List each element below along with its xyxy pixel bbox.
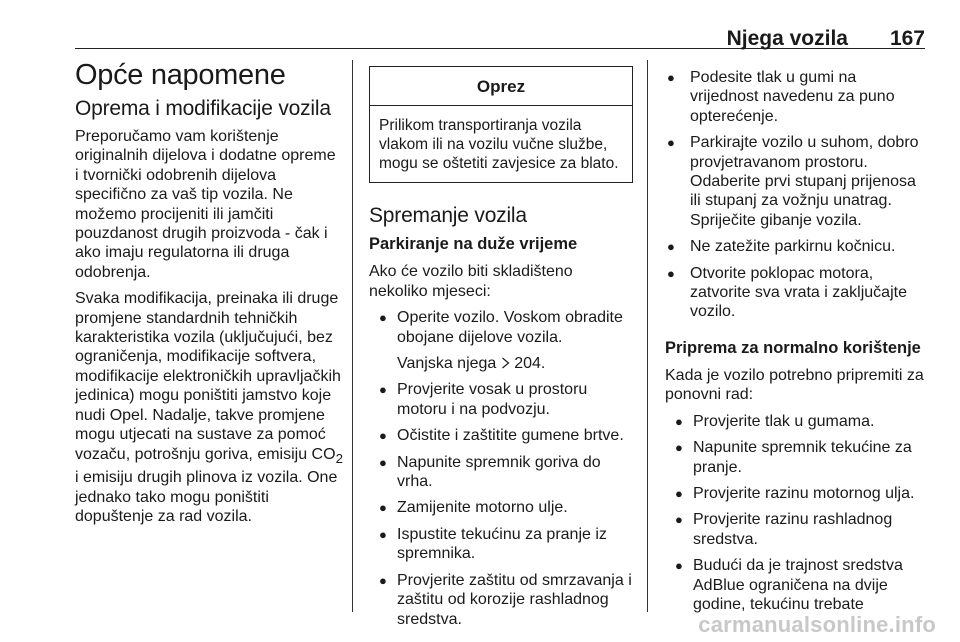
bullet-icon: ● bbox=[379, 500, 387, 516]
column-divider-1 bbox=[352, 60, 353, 612]
caution-box bbox=[369, 66, 633, 183]
column-divider-2 bbox=[647, 60, 648, 612]
list-item bbox=[369, 571, 633, 629]
storage-heading: Spremanje vozila bbox=[369, 204, 527, 228]
header-section-title: Njega vozila bbox=[726, 27, 848, 50]
column-3 bbox=[665, 58, 927, 621]
list-item-text: Podesite tlak u gumi na vrijednost navedenu za puno opterećenje. bbox=[690, 69, 895, 125]
bullet-icon: ● bbox=[675, 440, 683, 456]
list-item-text: Budući da je trajnost sredstva AdBlue ograničena na dvije godine, tekućinu trebate bbox=[693, 557, 903, 613]
paragraph-2 bbox=[75, 289, 343, 526]
list-item-text: Napunite spremnik tekućine za pranje. bbox=[693, 439, 912, 476]
list-item-text: Otvorite poklopac motora, zatvorite sva vrata i zaključajte vozilo. bbox=[690, 264, 907, 321]
caution-title: Oprez bbox=[370, 67, 632, 106]
list-item bbox=[665, 556, 927, 614]
paragraph-2-end: i emisiju drugih plinova iz vozila. One jednako tako mogu poništiti dopuštenje za rad vozila. bbox=[75, 469, 338, 525]
list-item bbox=[369, 308, 633, 373]
page-title: Opće napomene bbox=[75, 59, 286, 91]
bullet-icon: ● bbox=[667, 265, 675, 281]
list-item-text: Parkirajte vozilo u suhom, dobro provjetravanom prostoru. Odaberite prvi stupanj prijenosa ili stupanj za vožnju unatrag. Spriječite gibanje vozila. bbox=[690, 134, 919, 229]
list-item-text: Provjerite vosak u prostoru motoru i na podvozju. bbox=[397, 381, 588, 418]
bullet-icon: ● bbox=[379, 526, 387, 542]
bullet-icon: ● bbox=[675, 558, 683, 574]
bullet-icon: ● bbox=[379, 572, 387, 588]
reference-arrow-icon bbox=[501, 357, 510, 369]
co2-subscript: 2 bbox=[335, 450, 343, 466]
reference-page: 204. bbox=[514, 355, 546, 373]
list-item-text: Napunite spremnik goriva do vrha. bbox=[397, 453, 601, 491]
paragraph-1: Preporučamo vam korištenje originalnih dijelova i dodatne opreme i tvornički odobrenih dijelova specifično za vaš tip vozila. Ne možemo procijeniti ili jamčiti pouzdanost drugih proizvoda - čak i ako imaju regulatorna ili druga odobrenja. bbox=[75, 128, 336, 281]
list-item-text: Provjerite razinu motornog ulja. bbox=[693, 484, 915, 502]
list-item bbox=[665, 438, 927, 477]
long-parking-subheading: Parkiranje na duže vrijeme bbox=[369, 235, 578, 254]
list-item bbox=[665, 412, 927, 431]
bullet-icon: ● bbox=[667, 70, 675, 85]
page-header bbox=[75, 26, 925, 49]
list-item-text: Provjerite razinu rashladnog sredstva. bbox=[693, 511, 893, 548]
list-item-text: Očistite i zaštitite gumene brtve. bbox=[397, 427, 624, 445]
list-item bbox=[369, 453, 633, 492]
bullet-icon: ● bbox=[379, 382, 387, 398]
list-item bbox=[369, 525, 633, 564]
reference-label: Vanjska njega bbox=[397, 355, 497, 373]
list-item-text: Ispustite tekućinu za pranje iz spremnika. bbox=[397, 525, 607, 563]
page-number: 167 bbox=[889, 27, 925, 50]
list-item-text: Ne zatežite parkirnu kočnicu. bbox=[690, 238, 896, 256]
list-item bbox=[665, 237, 927, 256]
list-item bbox=[369, 426, 633, 445]
list-item bbox=[665, 133, 927, 230]
caution-text: Prilikom transportiranja vozila vlakom ili na vozilu vučne službe, mogu se oštetiti zavjesice za blato. bbox=[379, 117, 619, 173]
bullet-icon: ● bbox=[379, 428, 387, 444]
list-item bbox=[369, 380, 633, 419]
bullet-icon: ● bbox=[379, 310, 387, 326]
bullet-icon: ● bbox=[675, 512, 683, 528]
cross-reference[interactable] bbox=[397, 354, 633, 373]
watermark: carmanualsonline.info bbox=[698, 612, 936, 637]
storage-intro: Ako će vozilo biti skladišteno nekoliko mjeseci: bbox=[369, 263, 573, 300]
section-heading: Oprema i modifikacije vozila bbox=[75, 97, 331, 120]
list-item-text: Zamijenite motorno ulje. bbox=[397, 499, 568, 517]
normal-use-subheading: Priprema za normalno korištenje bbox=[665, 338, 921, 357]
storage-list-continued bbox=[665, 68, 927, 322]
list-item bbox=[369, 498, 633, 517]
paragraph-2-start: Svaka modifikacija, preinaka ili druge promjene standardnih tehničkih karakteristika vozila (uključujući, bez ograničenja, modifikacije softvera, modifikacije elektroničkih upravljačkih jedinica) mogu poništiti jamstvo koje nudi Opel. Nadalje, takve promjene mogu utjecati na sustave za pomoć vozaču, potrošnju goriva, emisiju CO bbox=[75, 290, 341, 463]
bullet-icon: ● bbox=[675, 485, 683, 501]
list-item-text: Provjerite zaštitu od smrzavanja i zaštitu od korozije rashladnog sredstva. bbox=[397, 571, 632, 628]
bullet-icon: ● bbox=[675, 413, 683, 429]
list-item bbox=[665, 264, 927, 322]
list-item bbox=[665, 68, 927, 126]
storage-list bbox=[369, 308, 633, 629]
list-item-text: Provjerite tlak u gumama. bbox=[693, 412, 875, 430]
bullet-icon: ● bbox=[667, 239, 675, 255]
list-item-text: Operite vozilo. Voskom obradite obojane dijelove vozila. bbox=[397, 309, 623, 346]
list-item bbox=[665, 510, 927, 549]
bullet-icon: ● bbox=[667, 135, 675, 151]
column-1 bbox=[75, 58, 343, 533]
list-item bbox=[665, 484, 927, 503]
bullet-icon: ● bbox=[379, 454, 387, 470]
column-2 bbox=[369, 58, 633, 636]
normal-use-list bbox=[665, 412, 927, 615]
normal-use-intro: Kada je vozilo potrebno pripremiti za ponovni rad: bbox=[665, 366, 924, 404]
